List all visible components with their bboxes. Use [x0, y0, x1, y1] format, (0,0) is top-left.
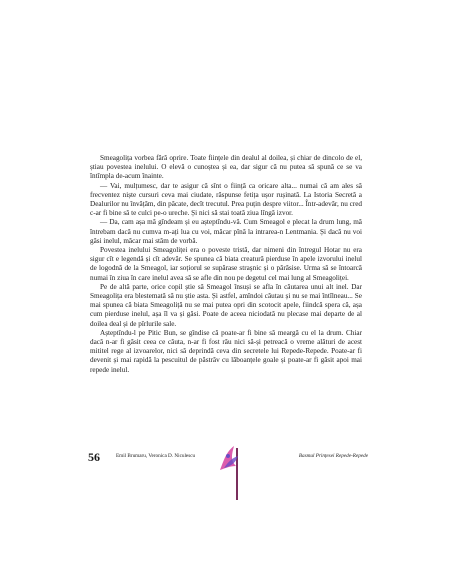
paragraph: Smeagolița vorbea fără oprire. Toate ființele din dealul al doilea, și chiar de dincolo de el, știau povestea inelului. O elevă o cunoștea și ea, dar sigur că nu putea să spună ce se va întîmpla de-acum înainte.: [90, 154, 362, 181]
paragraph: — Da, cam așa mă gîndeam și eu așteptîndu-vă. Cum Smeagol e plecat la drum lung, mă întrebam dacă nu cumva m-ați lua cu voi, măcar pînă la intrarea-n Lentmania. Și dacă nu voi găsi inelul, măcar mai stăm de vorbă.: [90, 218, 362, 245]
paragraph: Așteptîndu-l pe Pitic Bun, se gîndise că poate-ar fi bine să meargă cu el la drum. Chiar dacă n-ar fi găsit ceea ce căuta, n-ar fi fost rău nici să-și petreacă o vreme alături de acest mititel rege al izvoarelor, nici să deprindă ceva din secretele lui Repede-Repede. Poate-ar fi devenit și mai rapidă la pescuitul de păstrăv cu lăboanțele goale și poate-ar fi găsit apoi mai repede inelul.: [90, 328, 362, 374]
paragraph: Povestea inelului Smeagoliței era o poveste tristă, dar nimeni din întregul Hotar nu era sigur cît e legendă și cît adevăr. Se spunea că biata creatură pierduse în apele izvorului inelul de logodnă de la Smeagol, iar soțiorul se supărase straşnic și o părăsise. Urma să se întoarcă numai în ziua în care inelul avea să se afle din nou pe degetul cel mai lung al Smeagoliței.: [90, 246, 362, 282]
page-number: 56: [88, 450, 100, 464]
paragraph: Pe de altă parte, orice copil știe să Smeagol însuși se afla în căutarea unui alt inel. Dar Smeagolița era blestemată să nu știe asta. Și astfel, amîndoi căutau și nu se mai întîlneau... Se mai spunea că biata Smeagoliță nu se mai putea opri din scotocit apele, fiindcă spera că, așa cum pierduse inelul, așa îl va și găsi. Poate de aceea niciodată nu plecase mai departe de al doilea deal și de pîrlurile sale.: [90, 282, 362, 328]
publisher-logo-icon: [216, 442, 242, 476]
footer-authors: Emil Brumaru, Veronica D. Niculescu: [116, 453, 196, 459]
paragraph: — Vai, mulțumesc, dar te asigur că sînt o ființă ca oricare alta... numai că am ales să frecventez niște cursuri ceva mai ciudate, răspunse fetița ușor rușinată. La Istoria Secretă a Dealurilor nu învățăm, din păcate, decît trecutul. Prea puțin despre viitor... Într-adevăr, nu cred c-ar fi bine să te culci pe-o ureche. Și nici să stai toată ziua lîngă izvor.: [90, 181, 362, 218]
page-footer: [88, 448, 368, 500]
footer-book-title: Basmul Prințesei Repede-Repede: [298, 453, 368, 459]
body-text: [90, 154, 362, 375]
